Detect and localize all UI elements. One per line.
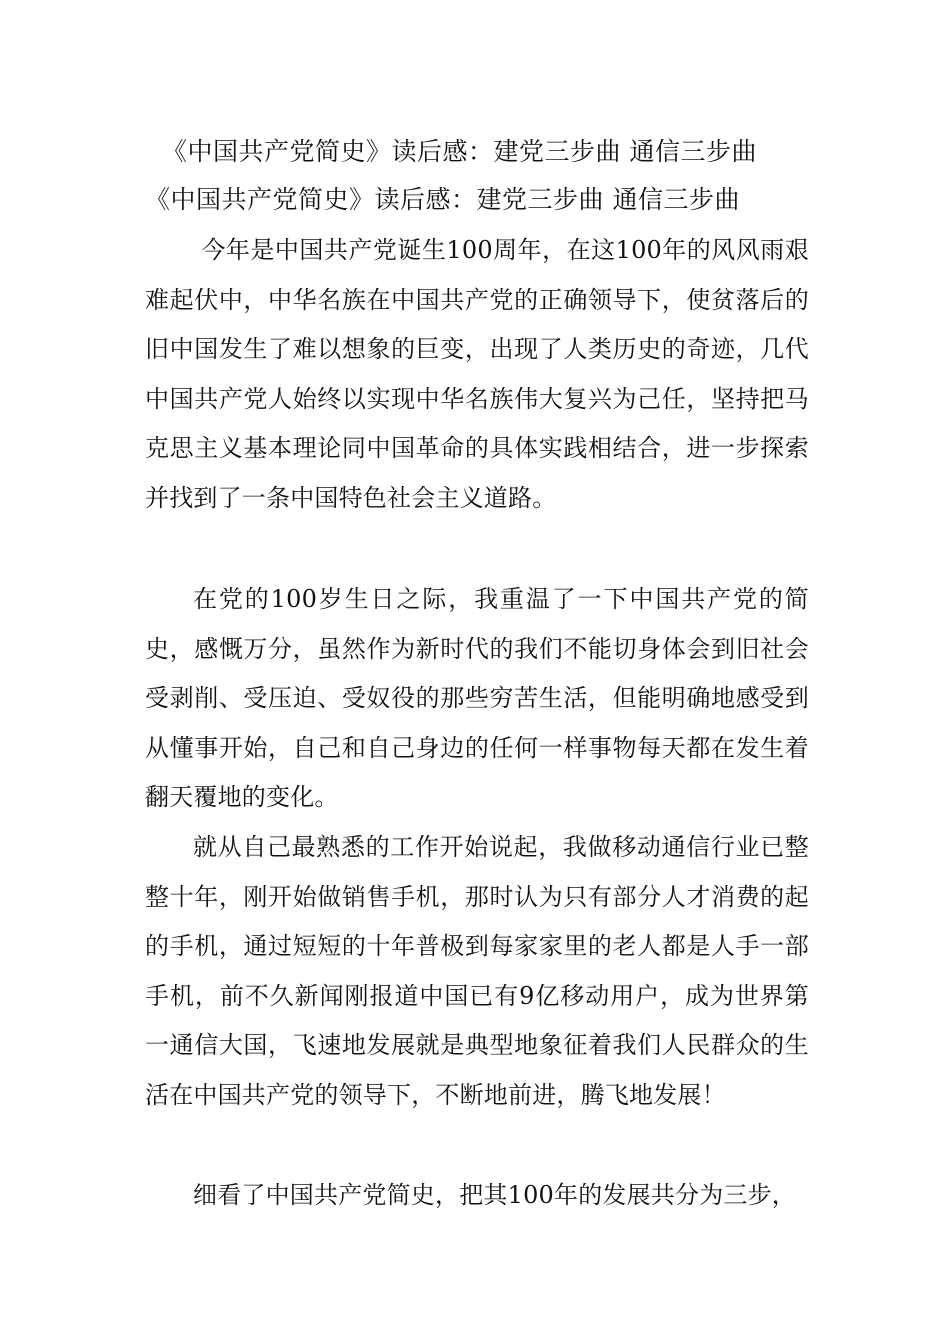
paragraph-3: 就从自己最熟悉的工作开始说起，我做移动通信行业已整整十年，刚开始做销售手机，那时认为只有部分人才消费的起的手机，通过短短的十年普极到每家家里的老人都是人手一部手机，前不久新闻刚报道中国已有9亿移动用户，成为世界第一通信大国，飞速地发展就是典型地象征着我们人民群众的生活在中国共产党的领导下，不断地前进，腾飞地发展！: [145, 833, 809, 1109]
paragraph-4: 细看了中国共产党简史，把其100年的发展共分为三步，: [193, 1181, 797, 1209]
paragraph-2: 在党的100岁生日之际，我重温了一下中国共产党的简史，感慨万分，虽然作为新时代的我们不能切身体会到旧社会受剥削、受压迫、受奴役的那些穷苦生活，但能明确地感受到从懂事开始，自己和自己身边的任何一样事物每天都在发生着翻天覆地的变化。: [145, 585, 809, 812]
document-title: 《中国共产党简史》读后感：建党三步曲 通信三步曲: [162, 137, 757, 166]
paragraph-1: 今年是中国共产党诞生100周年，在这100年的风风雨艰难起伏中，中华名族在中国共产党的正确领导下，使贫落后的旧中国发生了难以想象的巨变，出现了人类历史的奇迹，几代中国共产党人始终以实现中华名族伟大复兴为己任，坚持把马克思主义基本理论同中国革命的具体实践相结合，进一步探索并找到了一条中国特色社会主义道路。: [145, 236, 809, 512]
document-subtitle: 《中国共产党简史》读后感：建党三步曲 通信三步曲: [145, 185, 740, 214]
